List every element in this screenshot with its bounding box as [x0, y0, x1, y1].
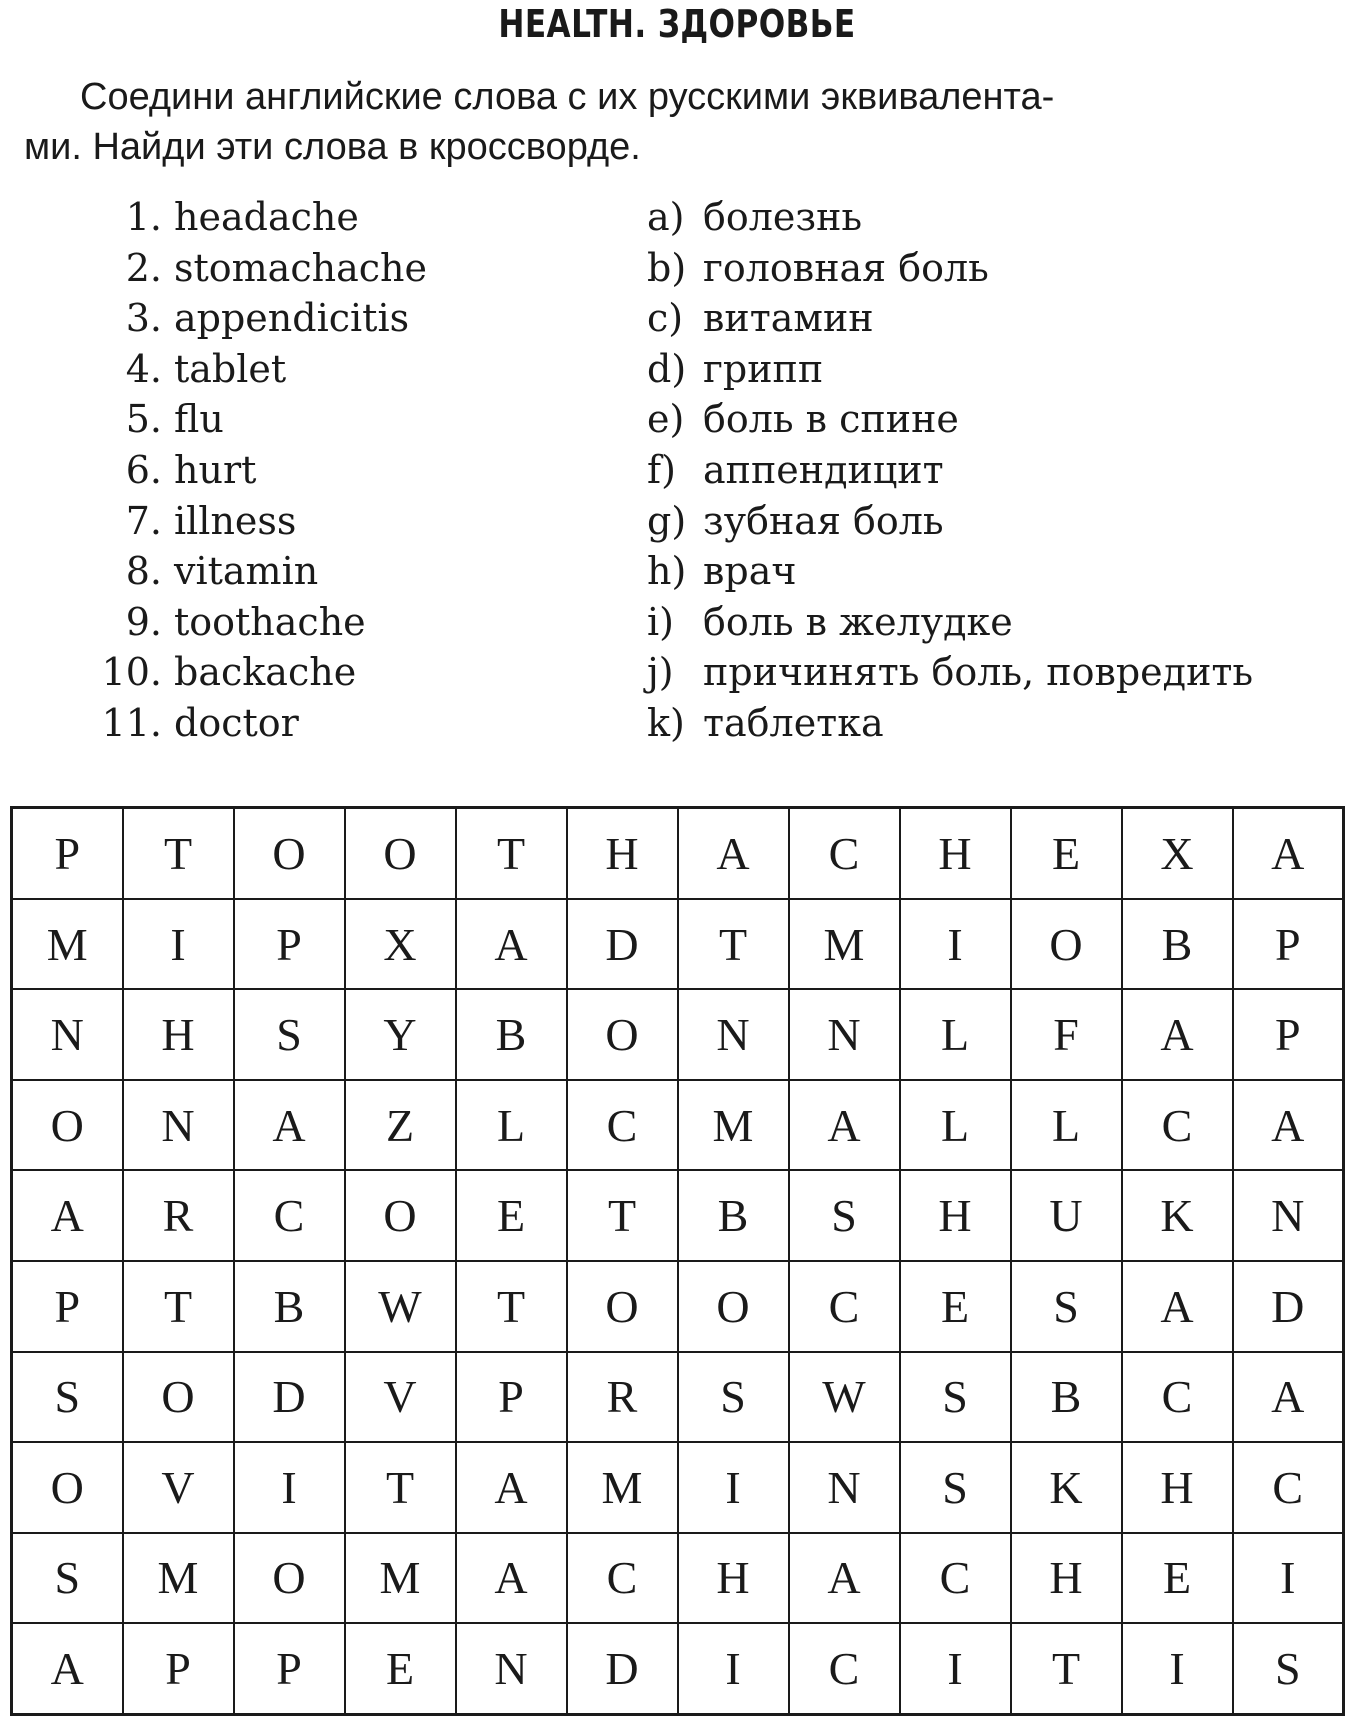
- grid-cell: K: [1011, 1442, 1122, 1533]
- grid-cell: M: [567, 1442, 678, 1533]
- item-number: 6.: [125, 447, 162, 492]
- item-letter: g): [647, 498, 687, 543]
- grid-cell: D: [234, 1352, 345, 1443]
- grid-cell: T: [1011, 1623, 1122, 1714]
- grid-cell: M: [123, 1533, 234, 1624]
- english-word: flu: [174, 397, 224, 442]
- grid-row: [12, 899, 1344, 990]
- item-number: 8.: [125, 549, 162, 594]
- russian-word-item: [647, 445, 1253, 496]
- grid-cell: Z: [345, 1080, 456, 1171]
- english-word-item: [72, 546, 427, 597]
- grid-cell: C: [789, 1623, 900, 1714]
- item-number: 1.: [125, 195, 162, 239]
- russian-word-item: [647, 698, 1253, 749]
- grid-cell: M: [678, 1080, 789, 1171]
- english-word-item: [72, 597, 427, 648]
- english-word: stomachache: [174, 245, 427, 290]
- english-word: illness: [174, 498, 297, 543]
- grid-row: [12, 989, 1344, 1080]
- grid-cell: P: [12, 808, 123, 899]
- grid-cell: N: [678, 989, 789, 1080]
- grid-cell: A: [1233, 1080, 1344, 1171]
- russian-word-item: [647, 344, 1253, 395]
- grid-cell: N: [12, 989, 123, 1080]
- grid-cell: C: [234, 1170, 345, 1261]
- russian-word-list: [647, 192, 1253, 749]
- grid-cell: N: [789, 1442, 900, 1533]
- grid-cell: T: [123, 808, 234, 899]
- grid-cell: H: [1011, 1533, 1122, 1624]
- grid-cell: H: [1122, 1442, 1233, 1533]
- grid-row: [12, 1352, 1344, 1443]
- grid-cell: T: [345, 1442, 456, 1533]
- grid-cell: D: [567, 1623, 678, 1714]
- grid-cell: P: [12, 1261, 123, 1352]
- english-word: hurt: [174, 447, 257, 492]
- grid-cell: V: [123, 1442, 234, 1533]
- grid-cell: O: [123, 1352, 234, 1443]
- grid-cell: P: [123, 1623, 234, 1714]
- grid-row: [12, 1442, 1344, 1533]
- grid-row: [12, 1623, 1344, 1714]
- grid-cell: T: [678, 899, 789, 990]
- russian-word: зубная боль: [703, 498, 944, 543]
- word-search-grid: [10, 806, 1345, 1716]
- grid-cell: O: [567, 989, 678, 1080]
- grid-row: [12, 1080, 1344, 1171]
- grid-cell: H: [678, 1533, 789, 1624]
- grid-cell: I: [900, 899, 1011, 990]
- item-letter: f): [647, 447, 676, 492]
- english-word-item: [72, 344, 427, 395]
- russian-word-item: [647, 243, 1253, 294]
- grid-cell: T: [567, 1170, 678, 1261]
- grid-cell: N: [789, 989, 900, 1080]
- grid-cell: C: [789, 808, 900, 899]
- russian-word: таблетка: [703, 700, 884, 745]
- grid-cell: E: [1122, 1533, 1233, 1624]
- grid-cell: P: [234, 899, 345, 990]
- english-word-item: [72, 647, 427, 698]
- item-number: 7.: [125, 498, 162, 543]
- item-letter: i): [647, 599, 674, 644]
- grid-cell: S: [900, 1442, 1011, 1533]
- grid-row: [12, 1533, 1344, 1624]
- item-letter: e): [647, 397, 685, 442]
- russian-word: грипп: [703, 346, 824, 391]
- grid-cell: B: [1122, 899, 1233, 990]
- grid-cell: H: [123, 989, 234, 1080]
- english-word-item: [72, 293, 427, 344]
- grid-cell: C: [1233, 1442, 1344, 1533]
- grid-cell: C: [1122, 1352, 1233, 1443]
- grid-cell: M: [789, 899, 900, 990]
- grid-cell: C: [1122, 1080, 1233, 1171]
- item-number: 9.: [125, 599, 162, 644]
- russian-word: боль в спине: [703, 397, 959, 442]
- grid-cell: L: [900, 989, 1011, 1080]
- grid-cell: P: [1233, 899, 1344, 990]
- grid-cell: A: [789, 1533, 900, 1624]
- english-word-list: [72, 192, 427, 749]
- english-word-item: [72, 243, 427, 294]
- grid-cell: B: [1011, 1352, 1122, 1443]
- russian-word: аппендицит: [703, 447, 944, 492]
- grid-cell: T: [456, 1261, 567, 1352]
- item-letter: j): [647, 650, 674, 695]
- grid-cell: I: [900, 1623, 1011, 1714]
- grid-cell: A: [1233, 808, 1344, 899]
- russian-word-item: [647, 647, 1253, 698]
- grid-cell: H: [900, 808, 1011, 899]
- russian-word: головная боль: [703, 245, 989, 290]
- grid-cell: C: [567, 1080, 678, 1171]
- item-number: 4.: [125, 346, 162, 391]
- grid-cell: O: [234, 808, 345, 899]
- instruction-text: [24, 72, 1339, 172]
- item-number: 11.: [101, 700, 162, 745]
- english-word: tablet: [174, 346, 287, 391]
- grid-cell: A: [1233, 1352, 1344, 1443]
- english-word: headache: [174, 195, 359, 239]
- grid-cell: E: [900, 1261, 1011, 1352]
- grid-cell: T: [123, 1261, 234, 1352]
- grid-cell: E: [345, 1623, 456, 1714]
- grid-cell: S: [1011, 1261, 1122, 1352]
- grid-cell: P: [456, 1352, 567, 1443]
- item-number: 2.: [125, 245, 162, 290]
- grid-cell: O: [12, 1442, 123, 1533]
- grid-cell: T: [456, 808, 567, 899]
- grid-cell: A: [1122, 989, 1233, 1080]
- grid-cell: A: [456, 899, 567, 990]
- russian-word-item: [647, 394, 1253, 445]
- grid-row: [12, 1170, 1344, 1261]
- grid-cell: C: [900, 1533, 1011, 1624]
- item-number: 3.: [125, 296, 162, 341]
- english-word-item: [72, 394, 427, 445]
- russian-word: причинять боль, повредить: [703, 650, 1254, 695]
- grid-cell: A: [1122, 1261, 1233, 1352]
- grid-cell: S: [1233, 1623, 1344, 1714]
- english-word-item: [72, 445, 427, 496]
- english-word: toothache: [174, 599, 366, 644]
- grid-cell: W: [789, 1352, 900, 1443]
- grid-cell: H: [567, 808, 678, 899]
- russian-word: болезнь: [703, 195, 863, 239]
- grid-cell: A: [456, 1533, 567, 1624]
- grid-cell: B: [234, 1261, 345, 1352]
- item-number: 5.: [125, 397, 162, 442]
- item-letter: a): [647, 195, 685, 239]
- grid-cell: A: [456, 1442, 567, 1533]
- grid-cell: I: [123, 899, 234, 990]
- grid-cell: S: [678, 1352, 789, 1443]
- russian-word-item: [647, 496, 1253, 547]
- grid-cell: O: [234, 1533, 345, 1624]
- russian-word: боль в желудке: [703, 599, 1013, 644]
- grid-cell: D: [567, 899, 678, 990]
- russian-word: витамин: [703, 296, 874, 341]
- item-letter: h): [647, 549, 687, 594]
- grid-cell: L: [900, 1080, 1011, 1171]
- grid-cell: M: [12, 899, 123, 990]
- russian-word-item: [647, 546, 1253, 597]
- item-letter: k): [647, 700, 685, 745]
- grid-cell: F: [1011, 989, 1122, 1080]
- grid-cell: A: [234, 1080, 345, 1171]
- grid-cell: I: [234, 1442, 345, 1533]
- english-word-item: [72, 192, 427, 243]
- item-number: 10.: [101, 650, 162, 695]
- grid-row: [12, 1261, 1344, 1352]
- grid-cell: I: [678, 1623, 789, 1714]
- grid-cell: S: [900, 1352, 1011, 1443]
- grid-cell: R: [123, 1170, 234, 1261]
- grid-cell: O: [678, 1261, 789, 1352]
- instruction-line-1: Соедини английские слова с их русскими эквивалента-: [80, 76, 1055, 118]
- russian-word-item: [647, 597, 1253, 648]
- grid-cell: W: [345, 1261, 456, 1352]
- page-title: HEALTH. ЗДОРОВЬЕ: [498, 2, 856, 46]
- grid-cell: U: [1011, 1170, 1122, 1261]
- grid-cell: C: [789, 1261, 900, 1352]
- grid-cell: S: [234, 989, 345, 1080]
- item-letter: b): [647, 245, 687, 290]
- grid-cell: S: [12, 1352, 123, 1443]
- instruction-line-2: ми. Найди эти слова в кроссворде.: [24, 126, 641, 168]
- grid-cell: C: [567, 1533, 678, 1624]
- grid-cell: O: [567, 1261, 678, 1352]
- english-word-item: [72, 496, 427, 547]
- russian-word: врач: [703, 549, 797, 594]
- russian-word-item: [647, 293, 1253, 344]
- grid-cell: A: [12, 1170, 123, 1261]
- grid-cell: X: [1122, 808, 1233, 899]
- grid-cell: M: [345, 1533, 456, 1624]
- grid-cell: X: [345, 899, 456, 990]
- grid-row: [12, 808, 1344, 899]
- grid-cell: H: [900, 1170, 1011, 1261]
- grid-cell: I: [678, 1442, 789, 1533]
- grid-cell: L: [1011, 1080, 1122, 1171]
- grid-cell: B: [678, 1170, 789, 1261]
- russian-word-item: [647, 192, 1253, 243]
- grid-cell: S: [12, 1533, 123, 1624]
- grid-cell: A: [789, 1080, 900, 1171]
- grid-cell: E: [1011, 808, 1122, 899]
- grid-cell: O: [345, 808, 456, 899]
- grid-cell: N: [456, 1623, 567, 1714]
- english-word: appendicitis: [174, 296, 410, 341]
- grid-cell: I: [1122, 1623, 1233, 1714]
- grid-cell: O: [1011, 899, 1122, 990]
- grid-cell: A: [12, 1623, 123, 1714]
- grid-cell: P: [1233, 989, 1344, 1080]
- grid-cell: S: [789, 1170, 900, 1261]
- grid-cell: O: [12, 1080, 123, 1171]
- grid-cell: K: [1122, 1170, 1233, 1261]
- grid-cell: N: [1233, 1170, 1344, 1261]
- english-word: backache: [174, 650, 357, 695]
- grid-cell: B: [456, 989, 567, 1080]
- grid-cell: R: [567, 1352, 678, 1443]
- grid-cell: O: [345, 1170, 456, 1261]
- grid-cell: V: [345, 1352, 456, 1443]
- item-letter: d): [647, 346, 687, 391]
- grid-cell: Y: [345, 989, 456, 1080]
- grid-cell: D: [1233, 1261, 1344, 1352]
- grid-cell: A: [678, 808, 789, 899]
- item-letter: c): [647, 296, 684, 341]
- english-word: doctor: [174, 700, 299, 745]
- grid-cell: E: [456, 1170, 567, 1261]
- grid-cell: I: [1233, 1533, 1344, 1624]
- english-word-item: [72, 698, 427, 749]
- grid-cell: P: [234, 1623, 345, 1714]
- english-word: vitamin: [174, 549, 319, 594]
- grid-cell: N: [123, 1080, 234, 1171]
- grid-cell: L: [456, 1080, 567, 1171]
